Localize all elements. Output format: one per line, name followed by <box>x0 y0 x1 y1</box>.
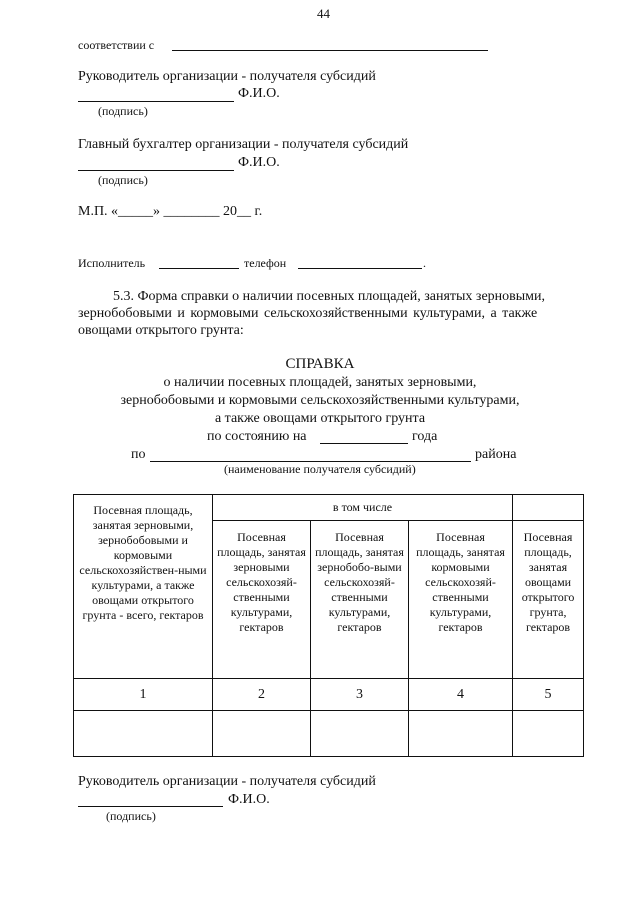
accountant-signature-caption: (подпись) <box>98 173 148 187</box>
value-cell-4[interactable] <box>409 711 513 757</box>
header-total-area: Посевная площадь, занятая зерновыми, зернобобовыми и кормовыми сельскохозяйствен-ными культурами, а также овощами открытого грунта - всего, гектаров <box>74 495 213 679</box>
phone-label: телефон <box>244 256 287 270</box>
head-title: Руководитель организации - получателя субсидий <box>78 69 376 84</box>
certificate-title: СПРАВКА <box>285 356 355 372</box>
column-number-1: 1 <box>74 679 213 711</box>
certificate-line-3: а также овощами открытого грунта <box>214 411 426 426</box>
accordance-label: соответствии с <box>78 38 155 52</box>
phone-line <box>298 268 422 269</box>
header-legume-area: Посевная площадь, занятая зернобобо-выми сельскохозяй-ственными культурами, гектаров <box>311 521 409 679</box>
phone-dot: . <box>423 256 426 270</box>
accountant-signature-line <box>78 170 234 171</box>
district-suffix: района <box>475 447 517 462</box>
column-number-5: 5 <box>513 679 584 711</box>
header-fodder-area: Посевная площадь, занятая кормовыми сельскохозяй-ственными культурами, гектаров <box>409 521 513 679</box>
column-number-2: 2 <box>213 679 311 711</box>
bottom-fio-label: Ф.И.О. <box>228 792 270 807</box>
value-cell-1[interactable] <box>74 711 213 757</box>
sown-area-table <box>73 494 584 757</box>
column-number-4: 4 <box>409 679 513 711</box>
executor-label: Исполнитель <box>78 256 146 270</box>
value-cell-3[interactable] <box>311 711 409 757</box>
head-signature-caption: (подпись) <box>98 104 148 118</box>
bottom-signature-caption: (подпись) <box>106 809 156 823</box>
header-including: в том числе <box>213 495 513 521</box>
value-cell-5[interactable] <box>513 711 584 757</box>
bottom-signature-line <box>78 806 223 807</box>
accountant-title: Главный бухгалтер организации - получателя субсидий <box>78 137 409 152</box>
accordance-line <box>172 50 488 51</box>
as-of-suffix: года <box>412 429 438 444</box>
header-including-blank <box>513 495 584 521</box>
value-cell-2[interactable] <box>213 711 311 757</box>
executor-line <box>159 268 239 269</box>
head-signature-line <box>78 101 234 102</box>
head-fio-label: Ф.И.О. <box>238 86 280 101</box>
as-of-prefix: по состоянию на <box>207 429 307 444</box>
certificate-line-1: о наличии посевных площадей, занятых зерновыми, <box>163 375 477 390</box>
column-number-3: 3 <box>311 679 409 711</box>
bottom-head-title: Руководитель организации - получателя субсидий <box>78 774 376 789</box>
certificate-line-2: зернобобовыми и кормовыми сельскохозяйственными культурами, <box>120 393 520 408</box>
as-of-date-line <box>320 443 408 444</box>
accountant-fio-label: Ф.И.О. <box>238 155 280 170</box>
header-vegetable-area: Посевная площадь, занятая овощами открытого грунта, гектаров <box>513 521 584 679</box>
section-line-2: зернобобовыми и кормовыми сельскохозяйственными культурами, а также <box>78 306 538 321</box>
section-line-1: 5.3. Форма справки о наличии посевных площадей, занятых зерновыми, <box>113 289 546 304</box>
header-grain-area: Посевная площадь, занятая зерновыми сельскохозяй-ственными культурами, гектаров <box>213 521 311 679</box>
by-prefix: по <box>131 447 146 462</box>
section-line-3: овощами открытого грунта: <box>78 323 244 338</box>
recipient-caption: (наименование получателя субсидий) <box>224 462 416 476</box>
page-number: 44 <box>317 6 330 21</box>
stamp-date-line: М.П. «_____» ________ 20__ г. <box>78 204 263 219</box>
